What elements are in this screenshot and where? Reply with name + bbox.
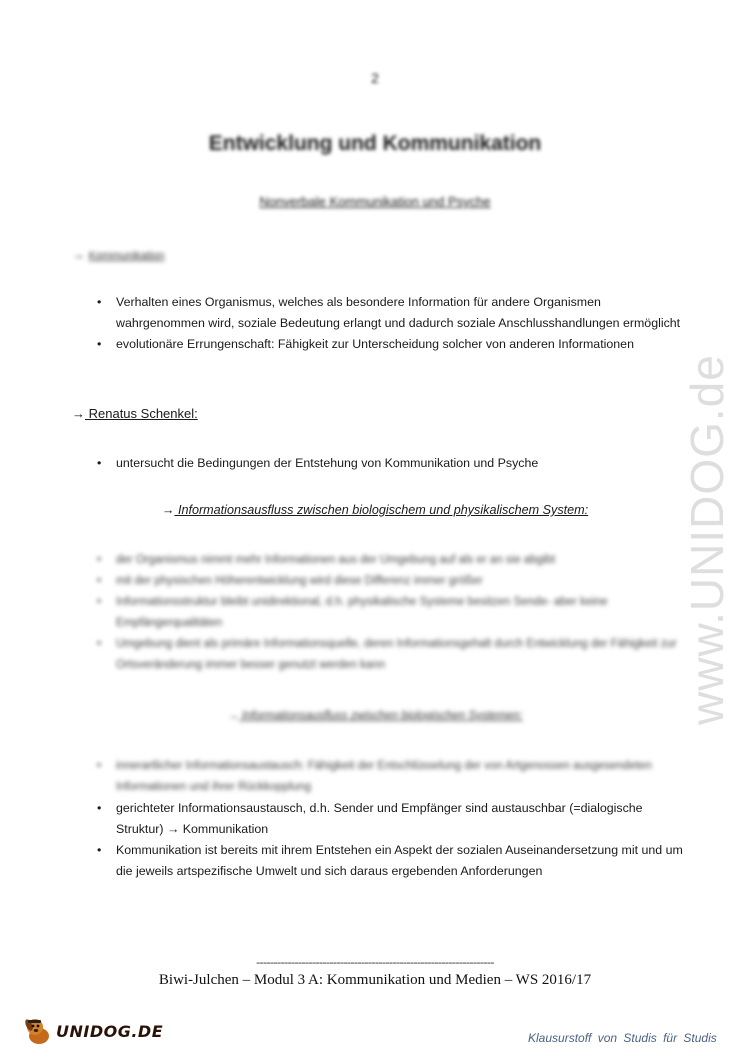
section-heading-physikalisch bbox=[0, 503, 750, 517]
unidog-logo bbox=[22, 1015, 163, 1047]
list-item: • Kommunikation ist bereits mit ihrem Entstehen ein Aspekt der sozialen Auseinandersetzung mit und um die jeweils artspezifische Umwelt und sich daraus ergebenden Anforderungen bbox=[97, 840, 687, 882]
arrow-icon: → bbox=[72, 247, 85, 262]
section-heading-label: Informationsausfluss zwischen biologischem und physikalischem System: bbox=[174, 503, 589, 517]
footer-rule: -------------------------------------------------------------------- bbox=[256, 955, 494, 969]
list-item: • Informationsstruktur bleibt unidirektional, d.h. physikalische Systeme besitzen Sende- aber keine Empfängerqualitäten bbox=[97, 592, 687, 634]
arrow-icon: → bbox=[161, 503, 175, 517]
page-subtitle: Nonverbale Kommunikation und Psyche bbox=[259, 194, 491, 209]
list-item: • mit der physischen Höherentwicklung wird diese Differenz immer größer bbox=[97, 571, 687, 592]
list-item: • gerichteter Informationsaustausch, d.h. Sender und Empfänger sind austauschbar (=dialogische Struktur) → Kommunikation bbox=[97, 798, 687, 840]
logo-text: UNIDOG.DE bbox=[56, 1021, 164, 1041]
section-heading-label: Kommunikation bbox=[88, 250, 165, 262]
list-item: • der Organismus nimmt mehr Informationen aus der Umgebung auf als er an sie abgibt bbox=[97, 550, 687, 571]
bullet-list-schenkel bbox=[97, 453, 687, 474]
slogan-text: Klausurstoff von Studis für Studis bbox=[528, 1031, 717, 1045]
dog-mascot-icon bbox=[22, 1015, 54, 1047]
list-item: • untersucht die Bedingungen der Entstehung von Kommunikation und Psyche bbox=[97, 453, 687, 474]
bullet-list-kommunikation bbox=[97, 292, 687, 355]
bullet-list-physikalisch bbox=[97, 550, 687, 676]
list-item: • Umgebung dient als primäre Informationsquelle, deren Informationsgehalt durch Entwicklung der Fähigkeit zur Ortsveränderung immer besser genutzt werden kann bbox=[97, 634, 687, 676]
list-item: • Verhalten eines Organismus, welches als besondere Information für andere Organismen wahrgenommen wird, soziale Bedeutung erlangt und dadurch soziale Anschlusshandlungen ermöglicht bbox=[97, 292, 687, 334]
watermark-text: www.UNIDOG.de bbox=[681, 354, 733, 725]
list-item: • innerartlicher Informationsaustausch: Fähigkeit der Entschlüsselung der von Artgenossen ausgesendeten Informationen und ihrer Rückkopplung bbox=[97, 756, 687, 798]
footer-text: Biwi-Julchen – Modul 3 A: Kommunikation und Medien – WS 2016/17 bbox=[158, 972, 592, 988]
section-heading-label: Informationsausfluss zwischen biologischen Systemen: bbox=[238, 710, 523, 722]
page-number: 2 bbox=[371, 70, 379, 86]
list-item: • evolutionäre Errungenschaft: Fähigkeit zur Unterscheidung solcher von anderen Informationen bbox=[97, 334, 687, 355]
bullet-list-biologisch bbox=[97, 756, 687, 882]
section-heading-schenkel bbox=[72, 406, 198, 421]
page-title: Entwicklung und Kommunikation bbox=[208, 132, 542, 155]
section-heading-biologisch bbox=[0, 710, 750, 722]
arrow-icon: → bbox=[72, 406, 85, 421]
arrow-icon: → bbox=[227, 710, 239, 722]
section-heading-kommunikation bbox=[72, 247, 164, 262]
section-heading-label: Renatus Schenkel: bbox=[85, 406, 198, 421]
